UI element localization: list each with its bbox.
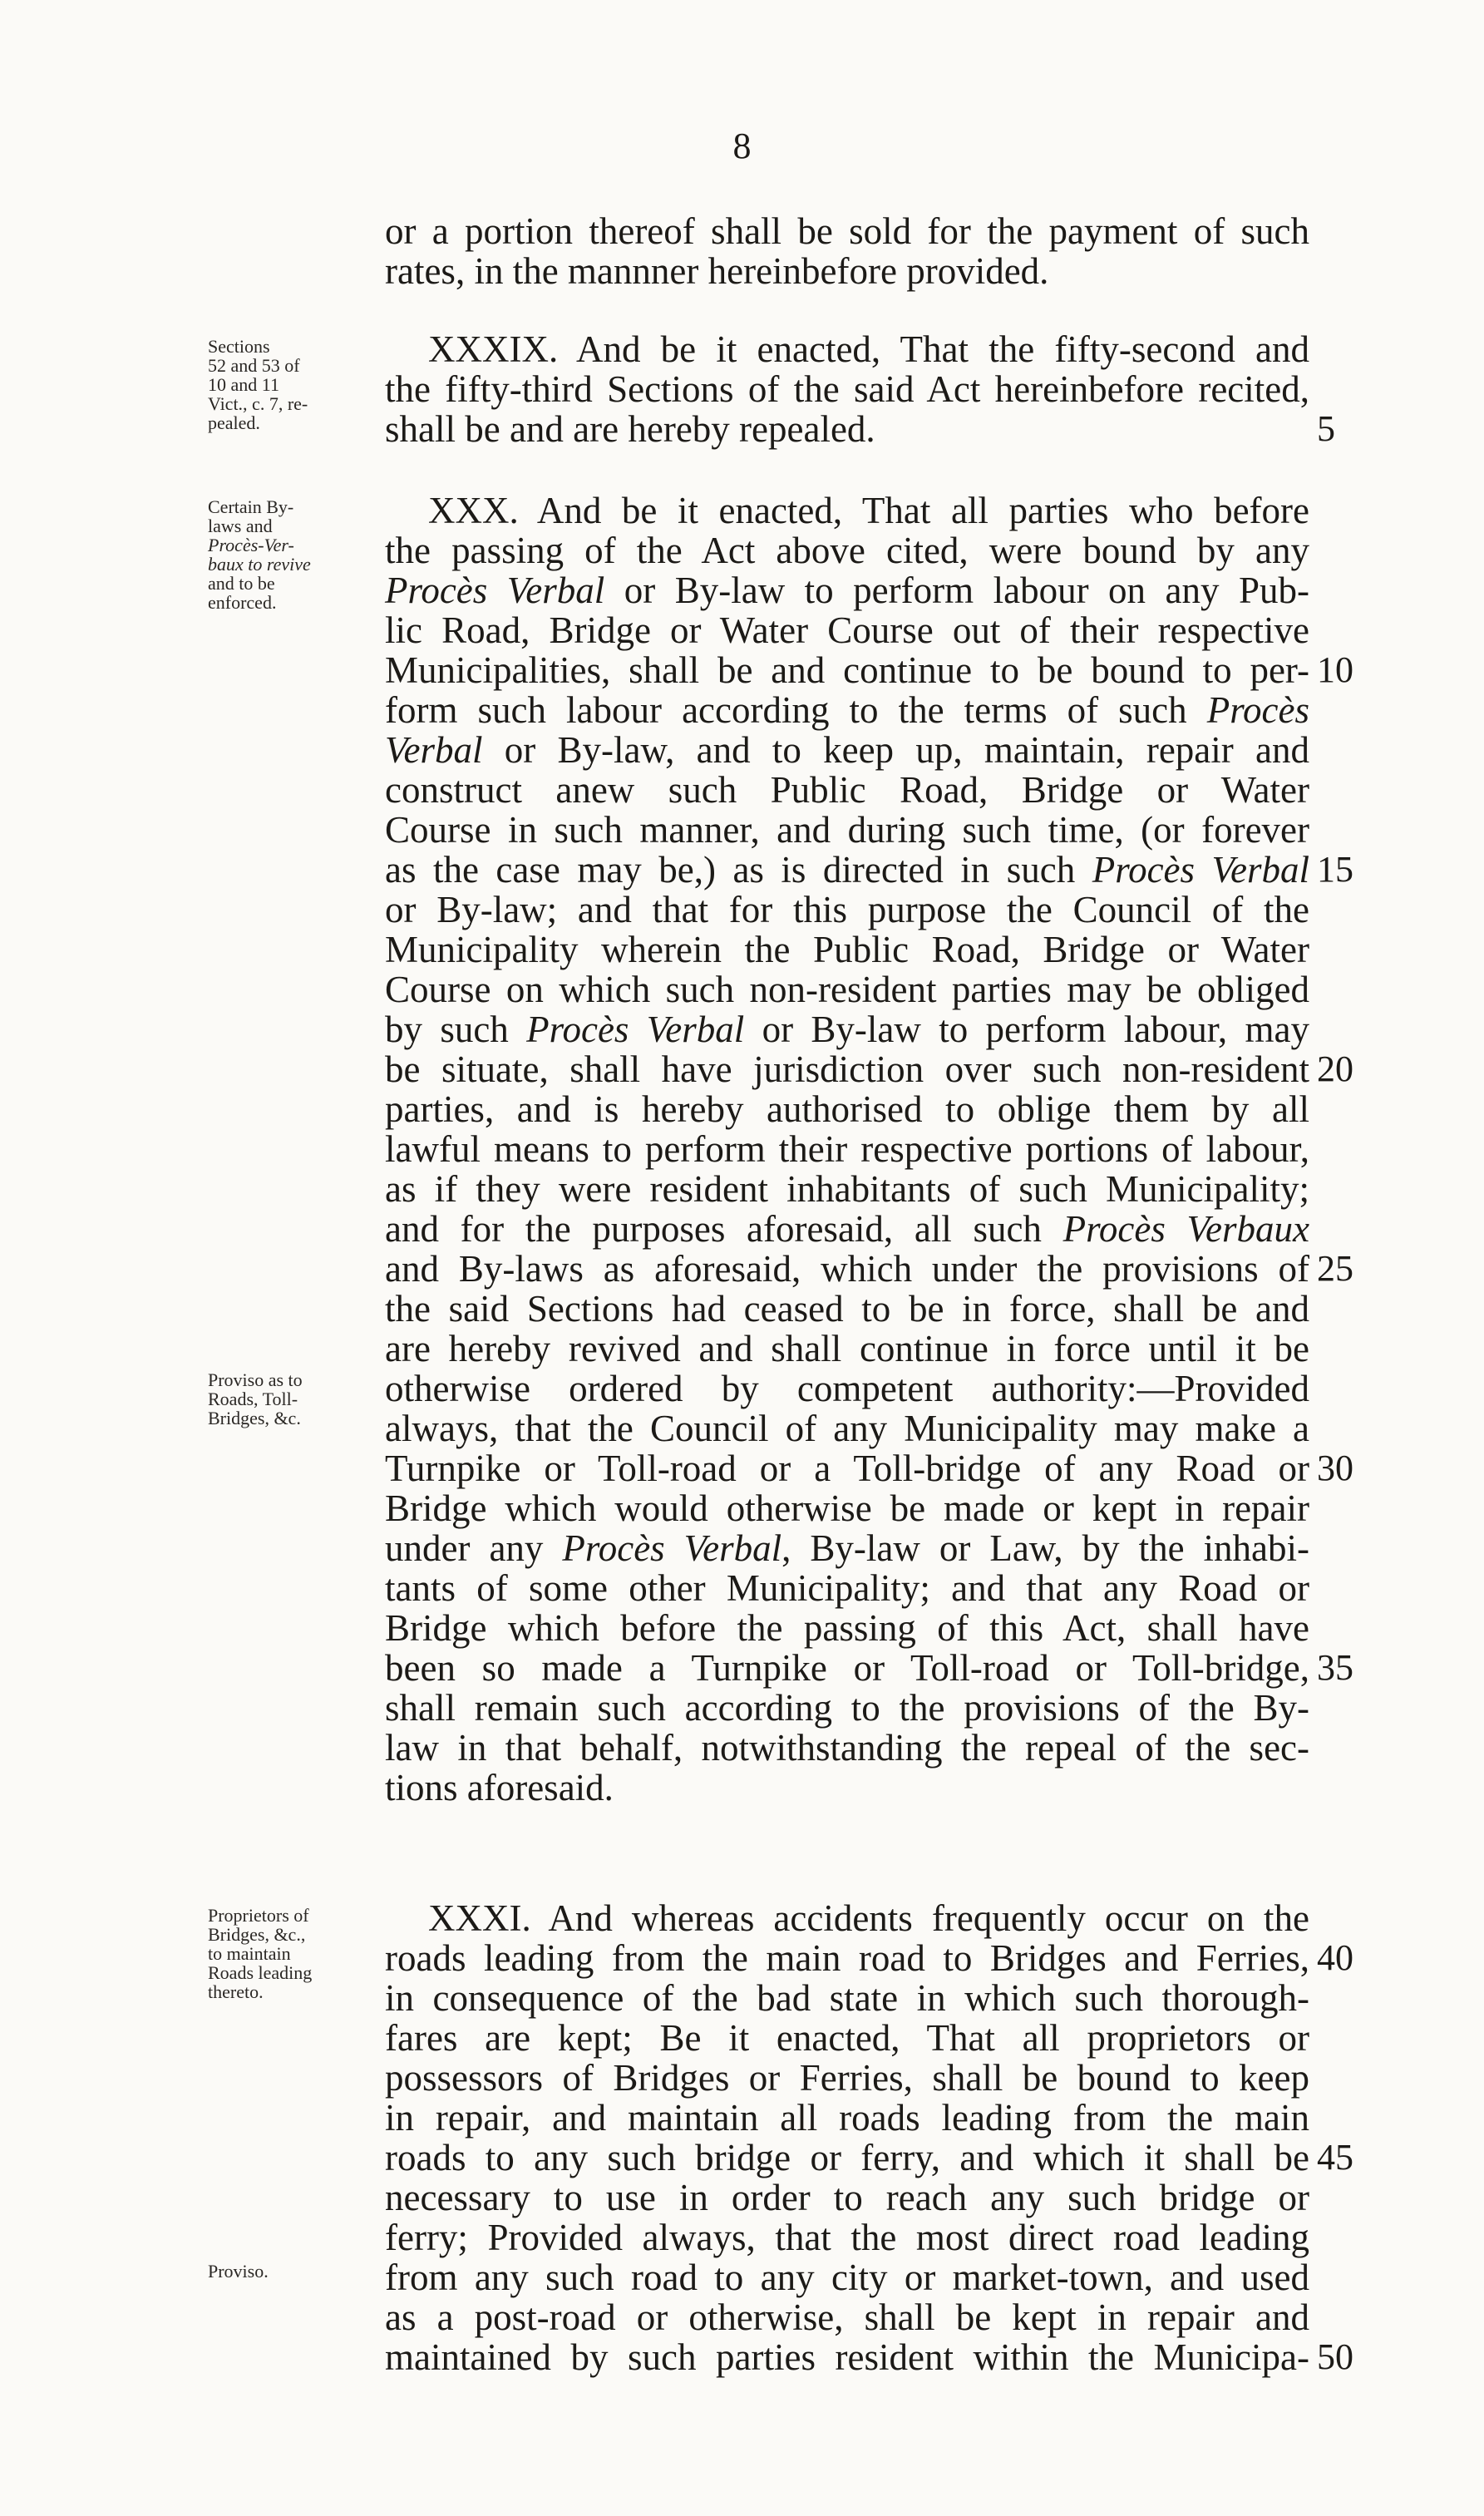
page-number: 8 <box>732 126 752 166</box>
margin-note-section-xxxi: Proprietors of Bridges, &c., to maintain Roads leading thereto. <box>208 1905 313 2002</box>
text-line: Bridge which before the passing of this Act, shall have <box>385 1607 1309 1649</box>
text-line: the passing of the Act above cited, were bound by any <box>385 530 1309 571</box>
text-line: ferry; Provided always, that the most direct road leading <box>385 2217 1309 2258</box>
text-line: from any such road to any city or market-town, and used <box>385 2257 1309 2298</box>
text-line: or a portion thereof shall be sold for the payment of such <box>385 210 1309 252</box>
text-line: form such labour according to the terms of such Procès <box>385 689 1309 731</box>
text-line: shall be and are hereby repealed. <box>385 408 875 450</box>
text-line: necessary to use in order to reach any such bridge or <box>385 2177 1309 2218</box>
text-line: in repair, and maintain all roads leading from the main <box>385 2097 1309 2139</box>
line-number: 20 <box>1317 1048 1353 1089</box>
text-line: parties, and is hereby authorised to oblige them by all <box>385 1088 1309 1130</box>
text-line: the fifty-third Sections of the said Act hereinbefore recited, <box>385 368 1309 410</box>
text-line: the said Sections had ceased to be in force, shall be and <box>385 1288 1309 1330</box>
line-number: 45 <box>1317 2137 1353 2178</box>
text-line: are hereby revived and shall continue in force until it be <box>385 1328 1309 1369</box>
margin-note-proviso: Proviso. <box>208 2261 269 2282</box>
text-line: XXXI. And whereas accidents frequently occur on the <box>428 1897 1309 1939</box>
text-line: lic Road, Bridge or Water Course out of their respective <box>385 609 1309 651</box>
text-line: Course on which such non-resident parties may be obliged <box>385 969 1309 1010</box>
text-line: as a post-road or otherwise, shall be kept in repair and <box>385 2296 1309 2338</box>
margin-note-proviso-roads: Proviso as to Roads, Toll- Bridges, &c. <box>208 1369 303 1428</box>
text-line: XXXIX. And be it enacted, That the fifty-second and <box>428 328 1309 370</box>
text-line: tions aforesaid. <box>385 1767 614 1808</box>
text-line: Municipality wherein the Public Road, Bridge or Water <box>385 929 1309 970</box>
text-line: rates, in the mannner hereinbefore provided. <box>385 250 1049 292</box>
text-line: Municipalities, shall be and continue to be bound to per- <box>385 649 1309 691</box>
line-number: 40 <box>1317 1937 1353 1978</box>
text-line: XXX. And be it enacted, That all parties who before <box>428 490 1309 531</box>
line-number: 10 <box>1317 649 1353 690</box>
section-xxx <box>385 491 1309 1808</box>
text-line: under any Procès Verbal, By-law or Law, by the inhabi- <box>385 1527 1310 1569</box>
text-line: in consequence of the bad state in which such thorough- <box>385 1977 1309 2019</box>
line-number: 30 <box>1317 1448 1353 1488</box>
text-line: and By-laws as aforesaid, which under the provisions of <box>385 1248 1309 1290</box>
text-line: and for the purposes aforesaid, all such Procès Verbaux <box>385 1208 1309 1250</box>
text-line: been so made a Turnpike or Toll-road or Toll-bridge, <box>385 1647 1309 1689</box>
text-line: fares are kept; Be it enacted, That all proprietors or <box>385 2017 1309 2059</box>
line-number: 35 <box>1317 1647 1353 1688</box>
text-line: tants of some other Municipality; and that any Road or <box>385 1567 1309 1609</box>
text-line: shall remain such according to the provisions of the By- <box>385 1687 1309 1729</box>
text-line: possessors of Bridges or Ferries, shall be bound to keep <box>385 2057 1309 2099</box>
section-xxxix <box>385 329 1309 449</box>
continuation-text <box>385 211 1309 291</box>
text-line: Verbal or By-law, and to keep up, maintain, repair and <box>385 729 1309 771</box>
margin-note-section-xxxix: Sections 52 and 53 of 10 and 11 Vict., c. 7, re- pealed. <box>208 336 308 433</box>
text-line: Course in such manner, and during such time, (or forever <box>385 809 1309 851</box>
line-number: 5 <box>1317 408 1335 449</box>
text-line: roads leading from the main road to Bridges and Ferries, <box>385 1937 1309 1979</box>
section-xxxi <box>385 1898 1309 2377</box>
text-line: maintained by such parties resident within the Municipa- <box>385 2336 1309 2378</box>
line-number: 15 <box>1317 849 1353 890</box>
text-line: as if they were resident inhabitants of such Municipality; <box>385 1168 1309 1210</box>
line-number: 50 <box>1317 2336 1353 2377</box>
text-line: roads to any such bridge or ferry, and which it shall be <box>385 2137 1309 2178</box>
text-line: by such Procès Verbal or By-law to perform labour, may <box>385 1009 1309 1050</box>
text-line: be situate, shall have jurisdiction over such non-resident <box>385 1048 1309 1090</box>
text-line: Procès Verbal or By-law to perform labour on any Pub- <box>385 570 1309 611</box>
text-line: law in that behalf, notwithstanding the repeal of the sec- <box>385 1727 1309 1769</box>
text-line: lawful means to perform their respective portions of labour, <box>385 1128 1309 1170</box>
text-line: or By-law; and that for this purpose the Council of the <box>385 889 1309 930</box>
margin-note-section-xxx: Certain By- laws and Procès-Ver- baux to revive and to be enforced. <box>208 496 311 613</box>
text-line: Bridge which would otherwise be made or kept in repair <box>385 1487 1309 1529</box>
text-line: Turnpike or Toll-road or a Toll-bridge of any Road or <box>385 1448 1309 1489</box>
text-line: otherwise ordered by competent authority:—Provided <box>385 1368 1309 1409</box>
text-line: as the case may be,) as is directed in such Procès Verbal <box>385 849 1309 890</box>
line-number: 25 <box>1317 1248 1353 1289</box>
text-line: always, that the Council of any Municipality may make a <box>385 1408 1309 1449</box>
text-line: construct anew such Public Road, Bridge or Water <box>385 769 1309 811</box>
